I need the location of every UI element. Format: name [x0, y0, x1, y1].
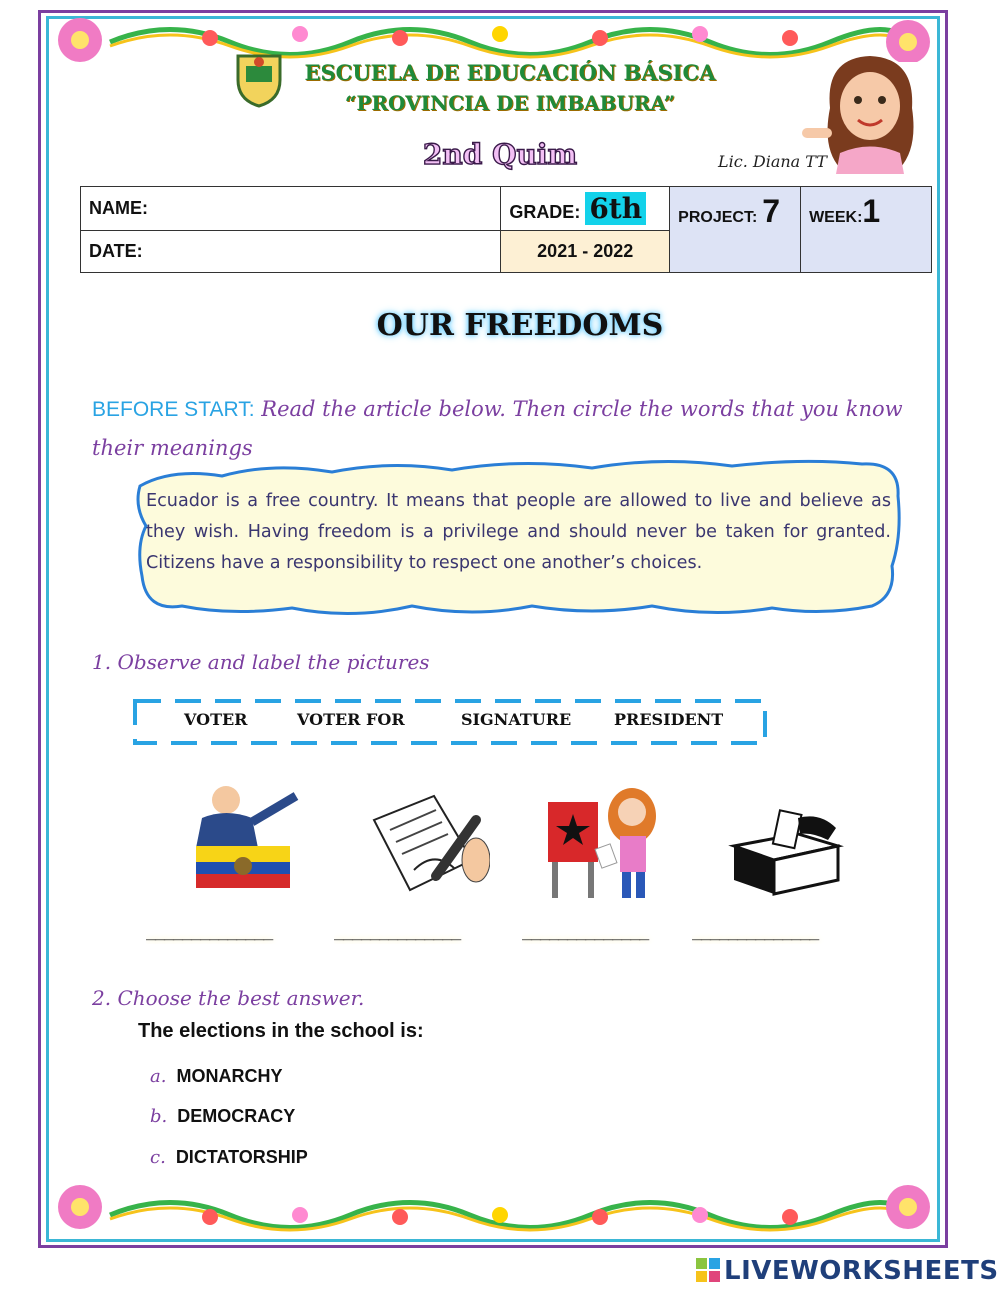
article-text: Ecuador is a free country. It means that people are allowed to live and believe as they wish. Having freedom is a privilege and should never be taken for granted. Citizens have a responsibility to respect one another’s choices. [146, 491, 891, 573]
school-name-line2: “PROVINCIA DE IMBABURA” [344, 91, 676, 115]
option-letter: a. [150, 1066, 167, 1087]
voter-picture [546, 782, 670, 902]
grade-cell [501, 187, 670, 231]
q2-question: The elections in the school is: [138, 1020, 424, 1042]
instruction-lead: BEFORE START: [92, 398, 255, 421]
grade-value: 6th [585, 192, 646, 225]
school-name-line1: ESCUELA DE EDUCACIÓN BÁSICA [304, 60, 716, 85]
floral-border-bottom [50, 1185, 938, 1235]
q2-prompt: 2. Choose the best answer. [92, 986, 365, 1010]
word-bank-item: VOTER [184, 710, 248, 729]
signature-picture [364, 790, 490, 898]
name-label: NAME: [89, 198, 148, 218]
q1-prompt: 1. Observe and label the pictures [92, 650, 430, 674]
instruction-text: Read the article below. Then circle the words that you know their meanings [92, 397, 903, 460]
teacher-name: Lic. Diana TT [718, 152, 827, 171]
week-cell [801, 187, 932, 273]
picture-label-blank[interactable]: ______________ [146, 922, 273, 942]
brand-text: LIVEWORKSHEETS [724, 1256, 999, 1286]
picture-label-blank[interactable]: ______________ [692, 922, 819, 942]
liveworksheets-brand [696, 1256, 999, 1286]
project-value: 7 [762, 193, 781, 229]
ballot-box-picture [728, 806, 844, 898]
answer-option-a[interactable] [150, 1066, 282, 1087]
grade-label: GRADE: [509, 202, 581, 222]
word-bank-item: VOTER FOR [297, 710, 405, 729]
picture-label-blank[interactable]: ______________ [522, 922, 649, 942]
project-cell [670, 187, 801, 273]
project-label: PROJECT: [678, 209, 758, 226]
option-text: DICTATORSHIP [175, 1147, 308, 1167]
date-field[interactable] [81, 231, 501, 273]
liveworksheets-logo-icon [696, 1258, 720, 1282]
school-year: 2021 - 2022 [501, 231, 670, 273]
name-field[interactable] [81, 187, 501, 231]
option-text: DEMOCRACY [177, 1106, 296, 1126]
picture-label-blank[interactable]: ______________ [334, 922, 461, 942]
date-label: DATE: [89, 241, 143, 261]
option-letter: c. [150, 1147, 166, 1168]
school-name [230, 58, 790, 118]
word-bank-item: PRESIDENT [614, 710, 724, 729]
week-label: WEEK: [809, 209, 863, 226]
answer-option-b[interactable] [150, 1106, 295, 1127]
president-picture [166, 778, 316, 898]
term-title: 2nd Quim [422, 138, 578, 171]
student-info-table [80, 186, 932, 273]
week-value: 1 [862, 193, 881, 229]
option-letter: b. [150, 1106, 168, 1127]
worksheet-title: OUR FREEDOMS [376, 308, 664, 343]
answer-option-c[interactable] [150, 1147, 308, 1168]
option-text: MONARCHY [176, 1066, 283, 1086]
teacher-avatar-icon [800, 48, 930, 174]
word-bank-item: SIGNATURE [461, 710, 572, 729]
